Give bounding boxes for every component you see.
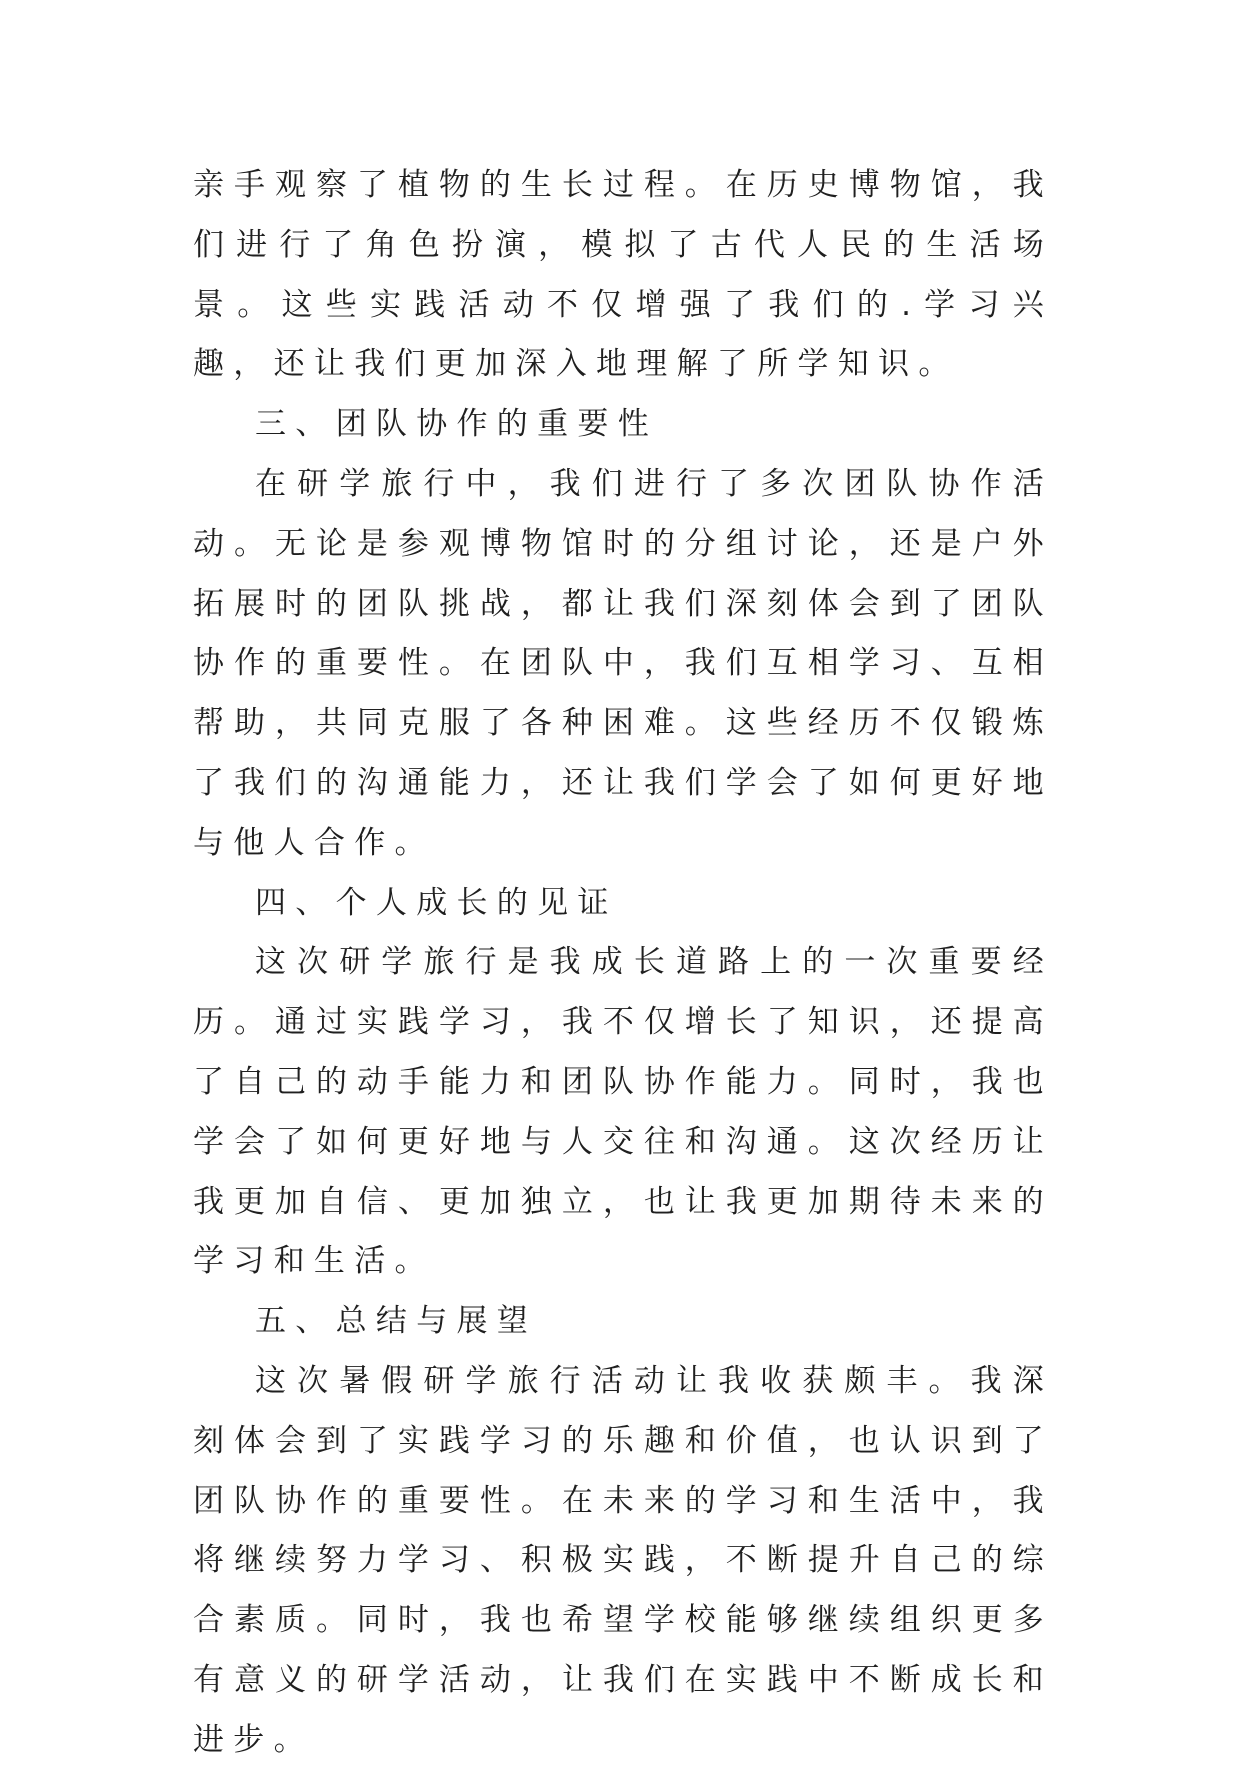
paragraph-growth: 这次研学旅行是我成长道路上的一次重要经历。通过实践学习，我不仅增长了知识，还提高了自己的动手能力和团队协作能力。同时，我也学会了如何更好地与人交往和沟通。这次经历让我更加自信、更加独立，也让我更加期待未来的学习和生活。 bbox=[193, 944, 1053, 1280]
document-body bbox=[193, 156, 1053, 1771]
section-heading-growth: 四、个人成长的见证 bbox=[255, 884, 618, 921]
section-heading-summary: 五、总结与展望 bbox=[255, 1303, 538, 1340]
paragraph-continuation: 亲手观察了植物的生长过程。在历史博物馆，我们进行了角色扮演，模拟了古代人民的生活场景。这些实践活动不仅增强了我们的.学习兴趣，还让我们更加深入地理解了所学知识。 bbox=[193, 167, 1053, 383]
paragraph-summary: 这次暑假研学旅行活动让我收获颇丰。我深刻体会到了实践学习的乐趣和价值，也认识到了团队协作的重要性。在未来的学习和生活中，我将继续努力学习、积极实践，不断提升自己的综合素质。同时，我也希望学校能够继续组织更多有意义的研学活动，让我们在实践中不断成长和进步。 bbox=[193, 1362, 1053, 1758]
paragraph-teamwork: 在研学旅行中，我们进行了多次团队协作活动。无论是参观博物馆时的分组讨论，还是户外拓展时的团队挑战，都让我们深刻体会到了团队协作的重要性。在团队中，我们互相学习、互相帮助，共同克服了各种困难。这些经历不仅锻炼了我们的沟通能力，还让我们学会了如何更好地与他人合作。 bbox=[193, 465, 1053, 861]
section-heading-teamwork: 三、团队协作的重要性 bbox=[255, 406, 658, 443]
